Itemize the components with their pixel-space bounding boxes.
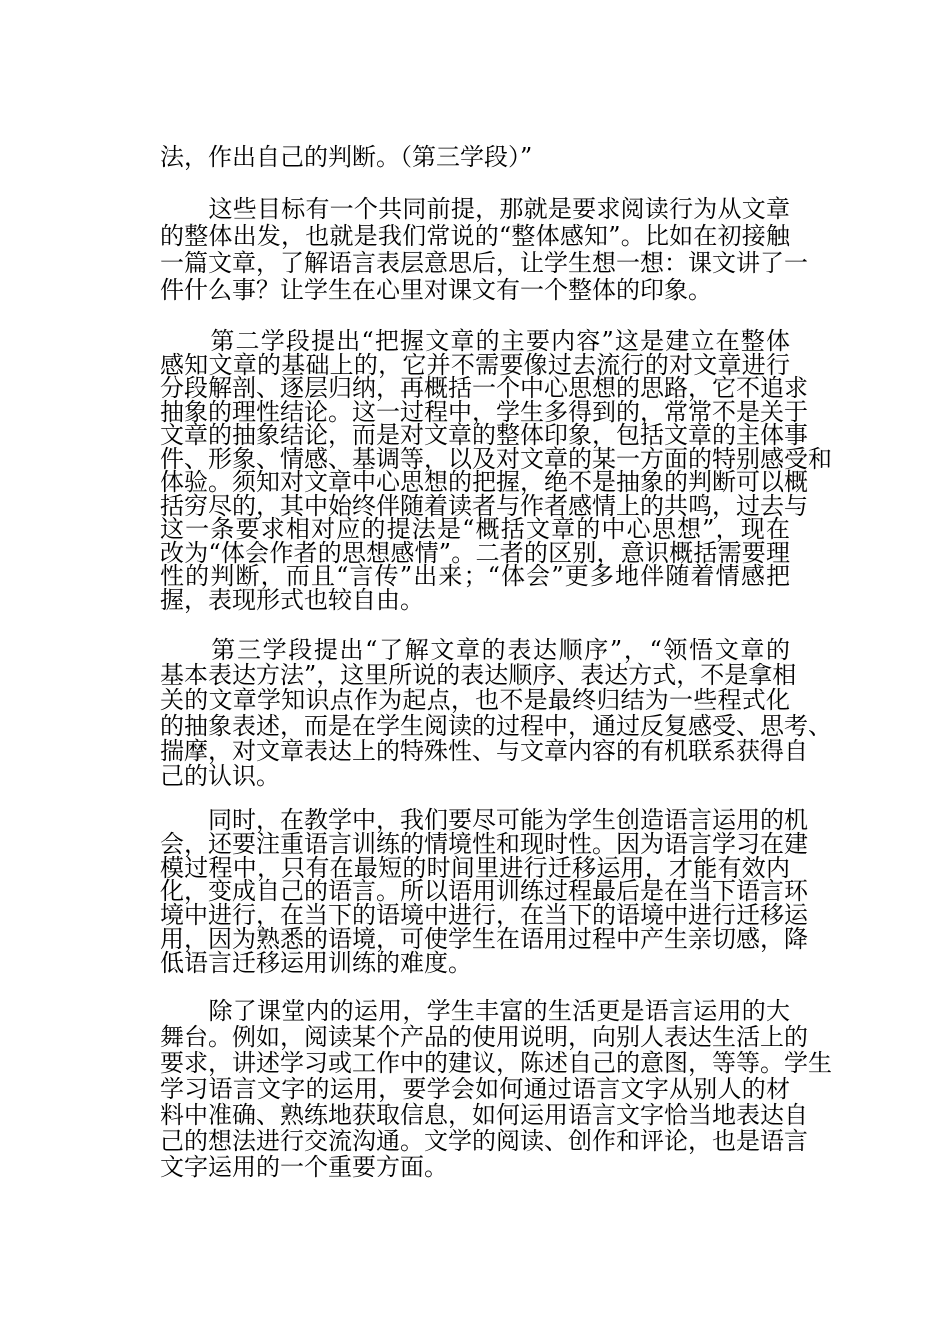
text-line: 体验。须知对文章中心思想的把握，绝不是抽象的判断可以概	[160, 468, 808, 496]
text-line: 基本表达方法”，这里所说的表达顺序、表达方式，不是拿相	[160, 661, 797, 690]
text-line: 己的认识。	[160, 762, 280, 791]
text-line: 感知文章的基础上的，它并不需要像过去流行的对文章进行	[160, 350, 790, 379]
text-line: 这一条要求相对应的提法是“概括文章的中心思想”，现在	[160, 515, 790, 543]
text-line: 第三学段提出“了解文章的表达顺序”，“领悟文章的	[160, 636, 790, 664]
text-line: 用，因为熟悉的语境，可使学生在语用过程中产生亲切感，降	[160, 924, 808, 953]
text-line: 关的文章学知识点作为起点，也不是最终归结为一些程式化	[160, 686, 790, 715]
text-line: 揣摩，对文章表达上的特殊性、与文章内容的有机联系获得自	[160, 736, 808, 765]
text-line: 会，还要注重语言训练的情境性和现时性。因为语言学习在建	[160, 829, 808, 858]
text-line: 化，变成自己的语言。所以语用训练过程最后是在当下语言环	[160, 877, 808, 906]
text-line: 第二学段提出“把握文章的主要内容”这是建立在整体	[160, 327, 790, 355]
text-line: 低语言迁移运用训练的难度。	[160, 948, 472, 977]
text-line: 件什么事？让学生在心里对课文有一个整体的印象。	[160, 276, 712, 304]
text-line: 这些目标有一个共同前提，那就是要求阅读行为从文章	[160, 195, 790, 223]
paragraph	[160, 806, 808, 977]
text-line: 学习语言文字的运用，要学会如何通过语言文字从别人的材	[160, 1075, 790, 1103]
paragraph	[160, 195, 808, 304]
text-line: 模过程中，只有在最短的时间里进行迁移运用，才能有效内	[160, 853, 790, 882]
text-line: 要求，讲述学习或工作中的建议，陈述自己的意图，等等。学生	[160, 1049, 832, 1077]
text-line: 括穷尽的，其中始终伴随着读者与作者感情上的共鸣，过去与	[160, 491, 808, 520]
text-line: 改为“体会作者的思想感情”。二者的区别，意识概括需要理	[160, 538, 790, 567]
text-line: 文章的抽象结论，而是对文章的整体印象，包括文章的主体事	[160, 421, 808, 449]
paragraph	[160, 327, 832, 614]
text-line: 分段解剖、逐层归纳，再概括一个中心思想的思路，它不追求	[160, 374, 808, 402]
text-line: 己的想法进行交流沟通。文学的阅读、创作和评论，也是语言	[160, 1127, 808, 1155]
text-line: 的整体出发，也就是我们常说的“整体感知”。比如在初接触	[160, 222, 790, 250]
text-line: 的抽象表述，而是在学生阅读的过程中，通过反复感受、思考、	[160, 711, 832, 740]
text-line: 法，作出自己的判断。（第三学段）”	[160, 143, 533, 171]
text-line: 文字运用的一个重要方面。	[160, 1153, 448, 1181]
text-line: 性的判断，而且“言传”出来；“体会”更多地伴随着情感把	[160, 562, 790, 590]
paragraph	[160, 997, 832, 1181]
text-line: 除了课堂内的运用，学生丰富的生活更是语言运用的大	[160, 997, 790, 1025]
text-line: 舞台。例如，阅读某个产品的使用说明，向别人表达生活上的	[160, 1023, 808, 1051]
text-line: 料中准确、熟练地获取信息，如何运用语言文字恰当地表达自	[160, 1101, 808, 1129]
paragraph	[160, 143, 790, 171]
paragraph	[160, 636, 832, 791]
text-line: 件、形象、情感、基调等，以及对文章的某一方面的特别感受和	[160, 444, 832, 473]
text-line: 境中进行，在当下的语境中进行，在当下的语境中进行迁移运	[160, 901, 808, 930]
text-line: 同时，在教学中，我们要尽可能为学生创造语言运用的机	[160, 806, 808, 834]
text-line: 抽象的理性结论。这一过程中，学生多得到的，常常不是关于	[160, 397, 808, 426]
text-line: 握，表现形式也较自由。	[160, 585, 424, 614]
text-line: 一篇文章，了解语言表层意思后，让学生想一想：课文讲了一	[160, 249, 808, 277]
